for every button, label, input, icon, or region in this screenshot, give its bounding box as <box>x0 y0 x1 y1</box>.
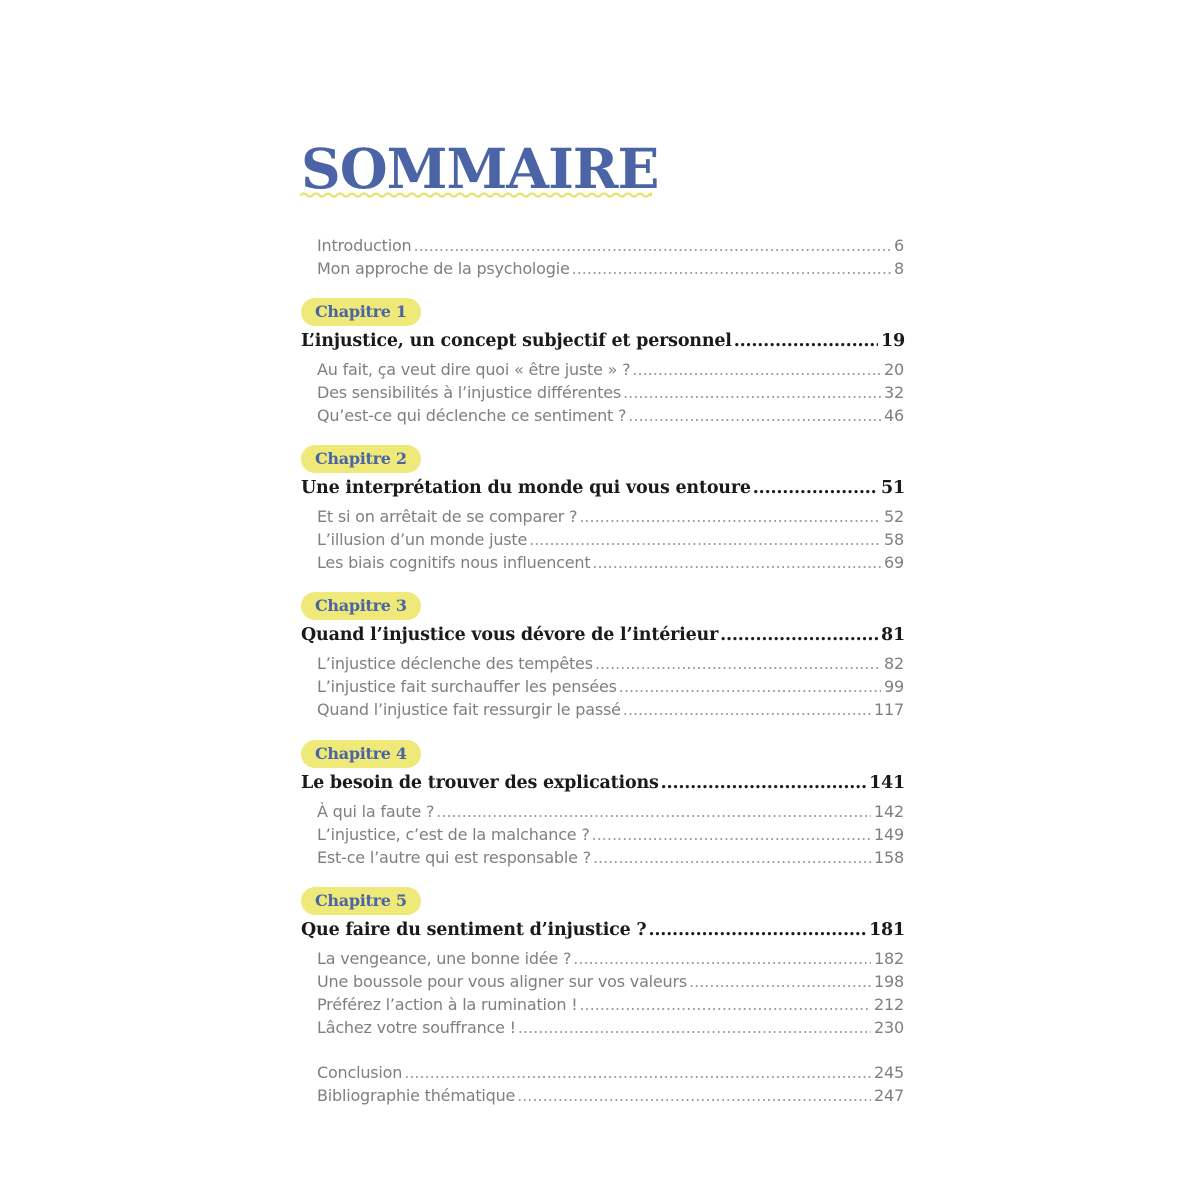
dot-leader <box>592 552 881 574</box>
chapter-title: Une interprétation du monde qui vous entoure <box>301 478 751 498</box>
chapter-1-badge: Chapitre 1 <box>301 298 421 326</box>
dot-leader <box>414 235 892 257</box>
toc-entry-label: L’illusion d’un monde juste <box>317 530 528 549</box>
toc-entry-page: 142 <box>874 802 904 821</box>
toc-entry-label: Qu’est-ce qui déclenche ce sentiment ? <box>317 406 627 425</box>
toc-entry-label: Quand l’injustice fait ressurgir le passé <box>317 700 621 719</box>
toc-entry-page: 46 <box>884 406 904 425</box>
toc-entry-label: Les biais cognitifs nous influencent <box>317 553 591 572</box>
toc-entry-page: 158 <box>874 848 904 867</box>
chapter-1-title-row[interactable] <box>301 328 905 354</box>
toc-entry-page: 6 <box>894 236 904 255</box>
toc-entry-label: Des sensibilités à l’injustice différentes <box>317 383 622 402</box>
toc-entry-page: 149 <box>874 825 904 844</box>
toc-entry[interactable] <box>317 405 904 427</box>
toc-entry-label: Lâchez votre souffrance ! <box>317 1018 516 1037</box>
toc-entry[interactable] <box>317 699 904 721</box>
toc-entry-label: Une boussole pour vous aligner sur vos valeurs <box>317 972 688 991</box>
toc-entry-label: Est-ce l’autre qui est responsable ? <box>317 848 591 867</box>
dot-leader <box>648 917 866 943</box>
dot-leader <box>517 1085 871 1107</box>
toc-entry[interactable] <box>317 994 904 1016</box>
toc-entry-label: Introduction <box>317 236 412 255</box>
toc-entry-page: 212 <box>874 995 904 1014</box>
toc-entry[interactable] <box>317 1017 904 1039</box>
toc-entry-label: Préférez l’action à la rumination ! <box>317 995 578 1014</box>
toc-entry-label: L’injustice, c’est de la malchance ? <box>317 825 590 844</box>
dot-leader <box>404 1062 871 1084</box>
toc-entry-bibliographie[interactable] <box>317 1085 904 1107</box>
dot-leader <box>632 359 881 381</box>
chapter-3-title-row[interactable] <box>301 622 905 648</box>
chapter-page: 19 <box>881 331 905 351</box>
dot-leader <box>734 328 878 354</box>
toc-entry[interactable] <box>317 971 904 993</box>
toc-entry-page: 58 <box>884 530 904 549</box>
toc-entry[interactable] <box>317 847 904 869</box>
dot-leader <box>529 529 881 551</box>
dot-leader <box>628 405 881 427</box>
toc-entry[interactable] <box>317 359 904 381</box>
chapter-2-title-row[interactable] <box>301 475 905 501</box>
toc-entry-label: Au fait, ça veut dire quoi « être juste » ? <box>317 360 631 379</box>
toc-entry-page: 52 <box>884 507 904 526</box>
toc-entry-page: 117 <box>874 700 904 719</box>
dot-leader <box>623 699 871 721</box>
toc-entry-page: 32 <box>884 383 904 402</box>
toc-entry[interactable] <box>317 948 904 970</box>
dot-leader <box>436 801 871 823</box>
dot-leader <box>689 971 871 993</box>
toc-entry-label: Et si on arrêtait de se comparer ? <box>317 507 578 526</box>
toc-entry-introduction[interactable] <box>317 235 904 257</box>
chapter-page: 141 <box>869 773 905 793</box>
toc-entry-page: 8 <box>894 259 904 278</box>
dot-leader <box>573 948 871 970</box>
dot-leader <box>623 382 881 404</box>
toc-entry-label: Conclusion <box>317 1063 403 1082</box>
dot-leader <box>579 506 881 528</box>
toc-entry[interactable] <box>317 801 904 823</box>
dot-leader <box>619 676 881 698</box>
toc-entry-label: La vengeance, une bonne idée ? <box>317 949 572 968</box>
toc-entry-page: 20 <box>884 360 904 379</box>
dot-leader <box>593 847 871 869</box>
toc-entry-page: 198 <box>874 972 904 991</box>
toc-entry-page: 245 <box>874 1063 904 1082</box>
toc-entry[interactable] <box>317 676 904 698</box>
toc-entry-label: Mon approche de la psychologie <box>317 259 570 278</box>
toc-entry-page: 230 <box>874 1018 904 1037</box>
toc-entry[interactable] <box>317 552 904 574</box>
dot-leader <box>592 824 871 846</box>
toc-entry[interactable] <box>317 653 904 675</box>
toc-entry-page: 69 <box>884 553 904 572</box>
toc-entry-page: 82 <box>884 654 904 673</box>
dot-leader <box>661 770 866 796</box>
chapter-4-badge: Chapitre 4 <box>301 740 421 768</box>
chapter-page: 181 <box>869 920 905 940</box>
chapter-title: Le besoin de trouver des explications <box>301 773 659 793</box>
toc-entry[interactable] <box>317 506 904 528</box>
dot-leader <box>720 622 878 648</box>
toc-entry-page: 247 <box>874 1086 904 1105</box>
dot-leader <box>595 653 881 675</box>
dot-leader <box>579 994 871 1016</box>
chapter-page: 51 <box>881 478 905 498</box>
page-title: SOMMAIRE <box>301 136 659 201</box>
chapter-2-badge: Chapitre 2 <box>301 445 421 473</box>
chapter-page: 81 <box>881 625 905 645</box>
chapter-title: Que faire du sentiment d’injustice ? <box>301 920 647 940</box>
chapter-4-title-row[interactable] <box>301 770 905 796</box>
chapter-5-title-row[interactable] <box>301 917 905 943</box>
dot-leader <box>753 475 878 501</box>
toc-entry-label: À qui la faute ? <box>317 802 435 821</box>
toc-entry[interactable] <box>317 382 904 404</box>
toc-entry[interactable] <box>317 824 904 846</box>
chapter-5-badge: Chapitre 5 <box>301 887 421 915</box>
toc-entry-page: 99 <box>884 677 904 696</box>
toc-entry-label: L’injustice fait surchauffer les pensées <box>317 677 617 696</box>
chapter-title: L’injustice, un concept subjectif et personnel <box>301 331 732 351</box>
toc-entry-label: Bibliographie thématique <box>317 1086 516 1105</box>
chapter-3-badge: Chapitre 3 <box>301 592 421 620</box>
dot-leader <box>572 258 891 280</box>
toc-entry-approche[interactable] <box>317 258 904 280</box>
toc-entry[interactable] <box>317 529 904 551</box>
toc-entry-label: L’injustice déclenche des tempêtes <box>317 654 593 673</box>
chapter-title: Quand l’injustice vous dévore de l’intérieur <box>301 625 719 645</box>
dot-leader <box>518 1017 871 1039</box>
toc-entry-page: 182 <box>874 949 904 968</box>
toc-entry-conclusion[interactable] <box>317 1062 904 1084</box>
